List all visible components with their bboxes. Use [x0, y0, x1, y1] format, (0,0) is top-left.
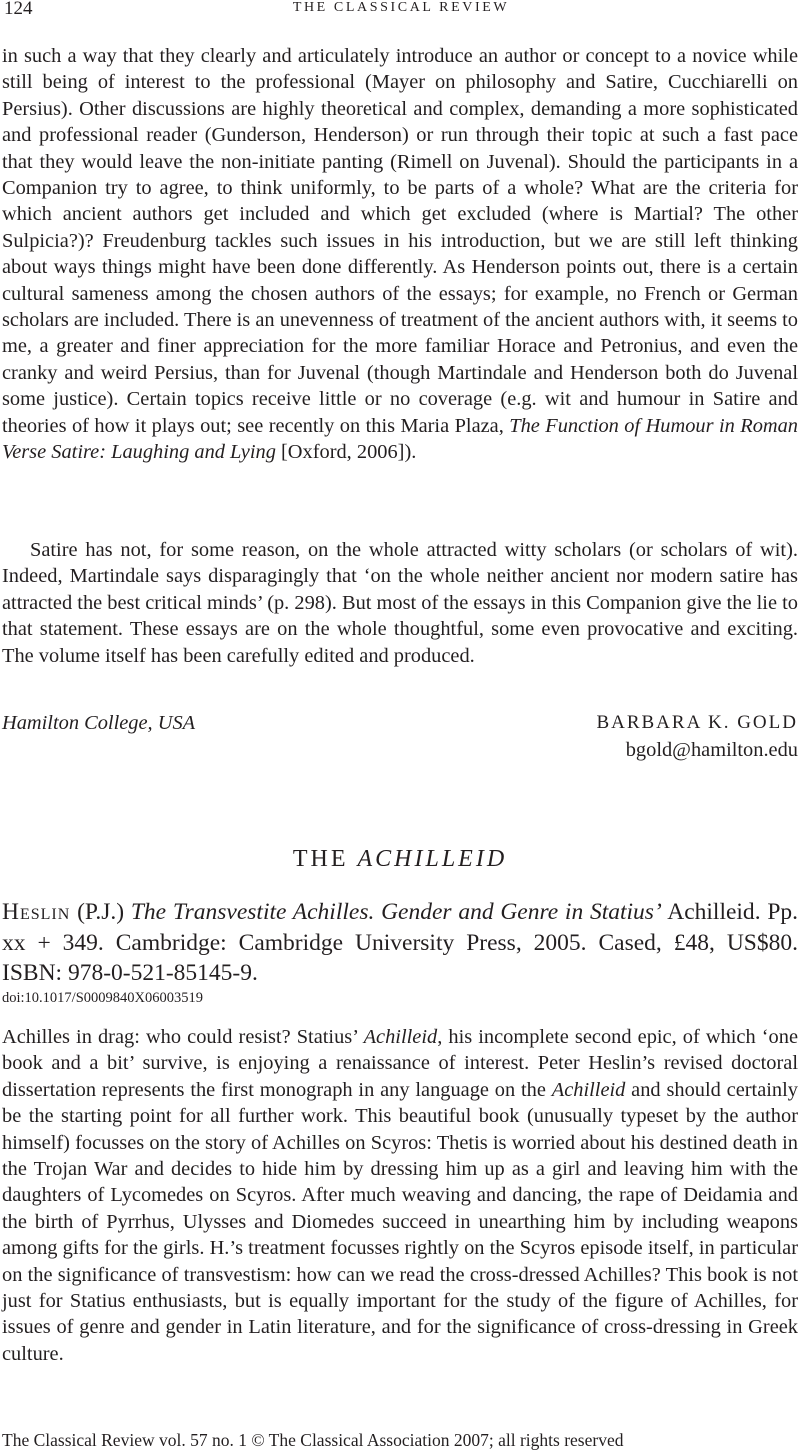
- book-author-surname: Heslin: [2, 899, 71, 925]
- book-reference: [2, 897, 798, 989]
- paragraph-text: Satire has not, for some reason, on the whole attracted witty scholars (or scholars of wit). Indeed, Martindale says disparagingly that ‘on the whole neither ancient nor modern satire has attracted the best critical minds’ (p. 298). But most of the essays in this Companion give the lie to that statement. These essays are on the whole thoughtful, some even provocative and exciting. The volume itself has been carefully edited and produced.: [2, 539, 798, 667]
- book-author-initials: (P.J.): [70, 899, 131, 925]
- paragraph-text: [Oxford, 2006]).: [275, 441, 417, 464]
- section-title-prefix: THE: [292, 846, 358, 872]
- cited-book-title: The Function of Humour in Roman Verse Satire: Laughing and Lying: [2, 414, 799, 464]
- reviewer-affiliation: Hamilton College, USA: [2, 712, 196, 734]
- reviewer-name: BARBARA K. GOLD: [596, 712, 798, 733]
- reviewer-email: bgold@hamilton.edu: [625, 739, 798, 761]
- section-title-italic: ACHILLEID: [357, 846, 508, 872]
- review-one-paragraph-2: [2, 537, 798, 669]
- paragraph-text: and should certainly be the starting point for all further work. This beautiful book (unusually typeset by the author himself) focusses on the story of Achilles on Scyros: Thetis is worried about his destined death in the Trojan War and decides to hide him by dressing him up as a girl and leaving him with the daughters of Lycomedes on Scyros. After much weaving and dancing, the rape of Deidamia and the birth of Pyrrhus, Ulysses and Diomedes succeed in unearthing him by including weapons among gifts for the girls. H.’s treatment focusses rightly on the Scyros episode itself, in particular on the significance of transvestism: how can we read the cross-dressed Achilles? This book is not just for Statius enthusiasts, but is equally important for the study of the figure of Achilles, for issues of genre and gender in Latin literature, and for the significance of cross-dressing in Greek culture.: [2, 1078, 798, 1365]
- book-title: The Transvestite Achilles. Gender and Genre in Statius’: [130, 899, 662, 925]
- paragraph-text: , his incomplete second epic, of which ‘one book and a bit’ survive, is enjoying a renaissance of interest. Peter Heslin’s revised doctoral dissertation represents the first monograph in any language on the: [2, 1026, 798, 1101]
- italic-title: Achilleid: [363, 1026, 438, 1048]
- italic-title: Achilleid: [551, 1078, 626, 1101]
- copyright-footer: The Classical Review vol. 57 no. 1 © The Classical Association 2007; all rights reserved: [2, 1430, 624, 1450]
- reviewer-signature: [2, 709, 798, 763]
- running-head: [2, 0, 800, 24]
- review-one-paragraph-1: [2, 43, 798, 466]
- page-number: 124: [4, 0, 33, 19]
- doi: doi:10.1017/S0009840X06003519: [2, 990, 203, 1006]
- book-title-roman: Achilleid: [661, 899, 755, 925]
- journal-header: THE CLASSICAL REVIEW: [292, 0, 510, 15]
- review-two-paragraph: [2, 1024, 798, 1367]
- paragraph-text: in such a way that they clearly and articulately introduce an author or concept to a novice while still being of interest to the professional (Mayer on philosophy and Satire, Cucchiarelli on Persius). Other discussions are highly theoretical and complex, demanding a more sophisticated and professional reader (Gunderson, Henderson) or run through their topic at such a fast pace that they would leave the non-initiate panting (Rimell on Juvenal). Should the participants in a Companion try to agree, to think uniformly, to be parts of a whole? What are the criteria for which ancient authors get included and which get excluded (where is Martial? The other Sulpicia?)? Freudenburg tackles such issues in his introduction, but we are still left thinking about ways things might have been done differently. As Henderson points out, there is a certain cultural sameness among the chosen authors of the essays; for example, no French or German scholars are included. There is an unevenness of treatment of the ancient authors with, it seems to me, a greater and finer appreciation for the more familiar Horace and Petronius, and even the cranky and weird Persius, than for Juvenal (though Martindale and Henderson both do Juvenal some justice). Certain topics receive little or no coverage (e.g. wit and humour in Satire and theories of how it plays out; see recently on this Maria Plaza,: [2, 45, 798, 437]
- section-title: [0, 846, 800, 873]
- paragraph-text: Achilles in drag: who could resist? Statius’: [2, 1026, 364, 1048]
- book-details: . Pp. xx + 349. Cambridge: Cambridge University Press, 2005. Cased, £48, US$80. ISBN: 978-0-521-85145-9.: [2, 899, 799, 986]
